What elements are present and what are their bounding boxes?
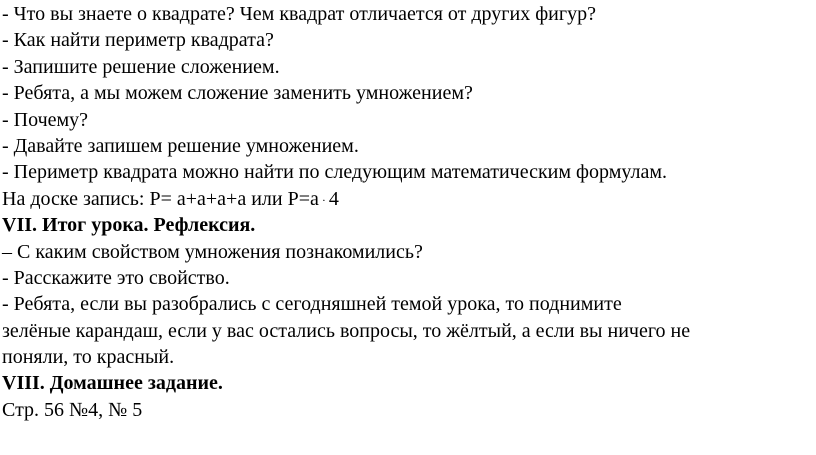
text-line-property-met: – С каким свойством умножения познакомились? [2, 240, 423, 263]
multiplication-dot: · [321, 192, 326, 207]
text-line-perimeter-formulas: - Периметр квадрата можно найти по следующим математическим формулам. [2, 161, 667, 184]
text-line-write-addition: - Запишите решение сложением. [2, 55, 280, 78]
board-note-prefix: На доске запись: Р= а+а+а+а или Р=а [2, 187, 319, 210]
text-line-tell-property: - Расскажите это свойство. [2, 266, 230, 289]
text-line-question-square: - Что вы знаете о квадрате? Чем квадрат отличается от других фигур? [2, 3, 596, 25]
board-note [2, 186, 814, 212]
text-line-find-perimeter: - Как найти периметр квадрата? [2, 29, 274, 52]
board-note-suffix: 4 [328, 187, 339, 210]
text-line-homework-pages: Стр. 56 №4, № 5 [2, 398, 143, 421]
text-line-reflection-1: - Ребята, если вы разобрались с сегодняшней темой урока, то поднимите [2, 293, 622, 316]
document-page [2, 1, 814, 423]
text-line-write-multiplication: - Давайте запишем решение умножением. [2, 134, 359, 157]
section-heading-homework: VIII. Домашнее задание. [2, 372, 223, 395]
text-line-why: - Почему? [2, 108, 89, 131]
text-line-replace-multiplication: - Ребята, а мы можем сложение заменить умножением? [2, 82, 473, 105]
text-line-reflection-2: зелёные карандаш, если у вас остались вопросы, то жёлтый, а если вы ничего не [2, 319, 691, 342]
text-line-reflection-3: поняли, то красный. [2, 346, 175, 369]
section-heading-lesson-summary: VII. Итог урока. Рефлексия. [2, 214, 256, 237]
